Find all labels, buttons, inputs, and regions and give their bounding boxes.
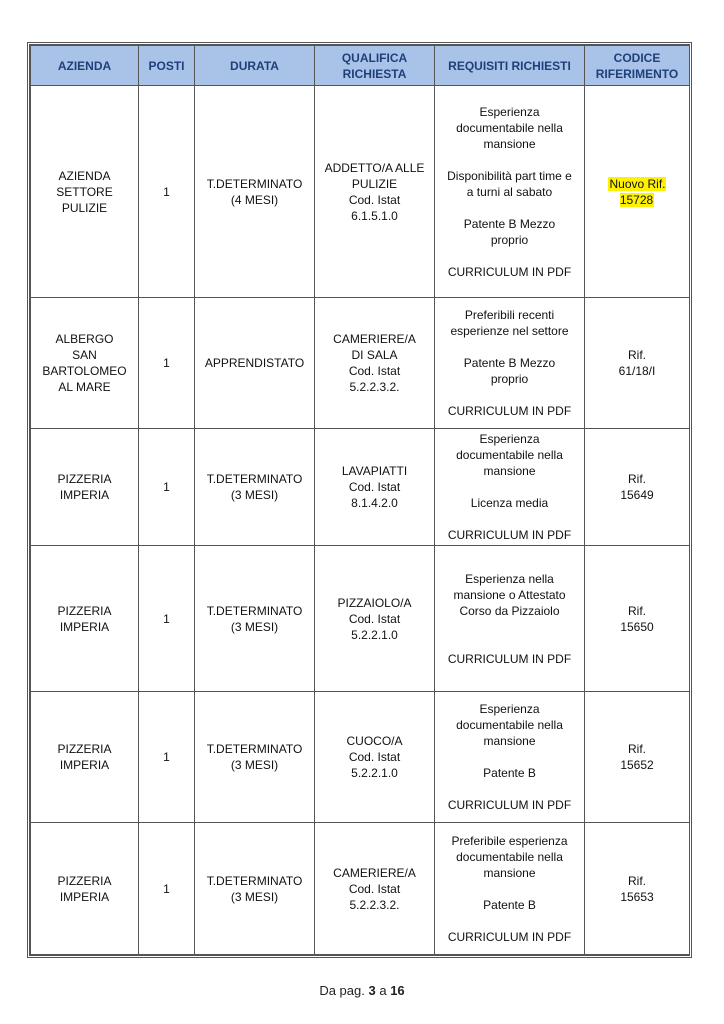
header-requisiti: REQUISITI RICHIESTI: [435, 46, 585, 86]
header-row: [31, 46, 690, 86]
cell-durata: T.DETERMINATO (3 MESI): [195, 429, 315, 546]
footer-total-pages: 16: [390, 983, 405, 998]
cell-requisiti: Preferibile esperienza documentabile nella mansione Patente B CURRICULUM IN PDF: [435, 823, 585, 955]
cell-durata: APPRENDISTATO: [195, 298, 315, 429]
cell-qualifica: CAMERIERE/A DI SALA Cod. Istat 5.2.2.3.2.: [315, 298, 435, 429]
page-footer: [0, 983, 724, 998]
cell-posti: 1: [139, 298, 195, 429]
footer-prefix: Da pag.: [319, 983, 365, 998]
header-qualifica: QUALIFICA RICHIESTA: [315, 46, 435, 86]
table-row: [31, 429, 690, 546]
cell-posti: 1: [139, 86, 195, 298]
cell-azienda: PIZZERIA IMPERIA: [31, 823, 139, 955]
cell-azienda: ALBERGO SAN BARTOLOMEO AL MARE: [31, 298, 139, 429]
cell-requisiti: Esperienza documentabile nella mansione Disponibilità part time e a turni al sabato Patente B Mezzo proprio CURRICULUM IN PDF: [435, 86, 585, 298]
cell-azienda: PIZZERIA IMPERIA: [31, 546, 139, 692]
table-row: [31, 546, 690, 692]
cell-posti: 1: [139, 546, 195, 692]
table-row: [31, 823, 690, 955]
cell-codice: Rif. 15649: [585, 429, 690, 546]
cell-azienda: PIZZERIA IMPERIA: [31, 692, 139, 823]
cell-durata: T.DETERMINATO (3 MESI): [195, 823, 315, 955]
header-posti: POSTI: [139, 46, 195, 86]
cell-codice: Rif. 61/18/I: [585, 298, 690, 429]
cell-qualifica: CAMERIERE/A Cod. Istat 5.2.2.3.2.: [315, 823, 435, 955]
table-header: [31, 46, 690, 86]
table-body: [31, 86, 690, 955]
cell-requisiti: Preferibili recenti esperienze nel settore Patente B Mezzo proprio CURRICULUM IN PDF: [435, 298, 585, 429]
cell-durata: T.DETERMINATO (3 MESI): [195, 692, 315, 823]
cell-requisiti: Esperienza documentabile nella mansione Licenza media CURRICULUM IN PDF: [435, 429, 585, 546]
cell-posti: 1: [139, 823, 195, 955]
footer-current-page: 3: [368, 983, 376, 998]
cell-qualifica: CUOCO/A Cod. Istat 5.2.2.1.0: [315, 692, 435, 823]
header-durata: DURATA: [195, 46, 315, 86]
table-row: [31, 86, 690, 298]
cell-azienda: AZIENDA SETTORE PULIZIE: [31, 86, 139, 298]
cell-posti: 1: [139, 692, 195, 823]
cell-requisiti: Esperienza documentabile nella mansione Patente B CURRICULUM IN PDF: [435, 692, 585, 823]
highlighted-reference: Nuovo Rif. 15728: [609, 176, 666, 207]
cell-posti: 1: [139, 429, 195, 546]
cell-durata: T.DETERMINATO (3 MESI): [195, 546, 315, 692]
cell-requisiti: Esperienza nella mansione o Attestato Corso da Pizzaiolo CURRICULUM IN PDF: [435, 546, 585, 692]
cell-codice: Rif. 15653: [585, 823, 690, 955]
table-row: [31, 298, 690, 429]
cell-durata: T.DETERMINATO (4 MESI): [195, 86, 315, 298]
cell-codice: Rif. 15652: [585, 692, 690, 823]
cell-qualifica: PIZZAIOLO/A Cod. Istat 5.2.2.1.0: [315, 546, 435, 692]
cell-codice: Rif. 15650: [585, 546, 690, 692]
header-codice: CODICE RIFERIMENTO: [585, 46, 690, 86]
table-row: [31, 692, 690, 823]
cell-qualifica: ADDETTO/A ALLE PULIZIE Cod. Istat 6.1.5.1.0: [315, 86, 435, 298]
cell-azienda: PIZZERIA IMPERIA: [31, 429, 139, 546]
cell-codice: [585, 86, 690, 298]
job-offers-table: [30, 45, 690, 955]
cell-qualifica: LAVAPIATTI Cod. Istat 8.1.4.2.0: [315, 429, 435, 546]
job-offers-table-frame: [27, 42, 692, 958]
header-azienda: AZIENDA: [31, 46, 139, 86]
footer-separator: a: [379, 983, 387, 998]
